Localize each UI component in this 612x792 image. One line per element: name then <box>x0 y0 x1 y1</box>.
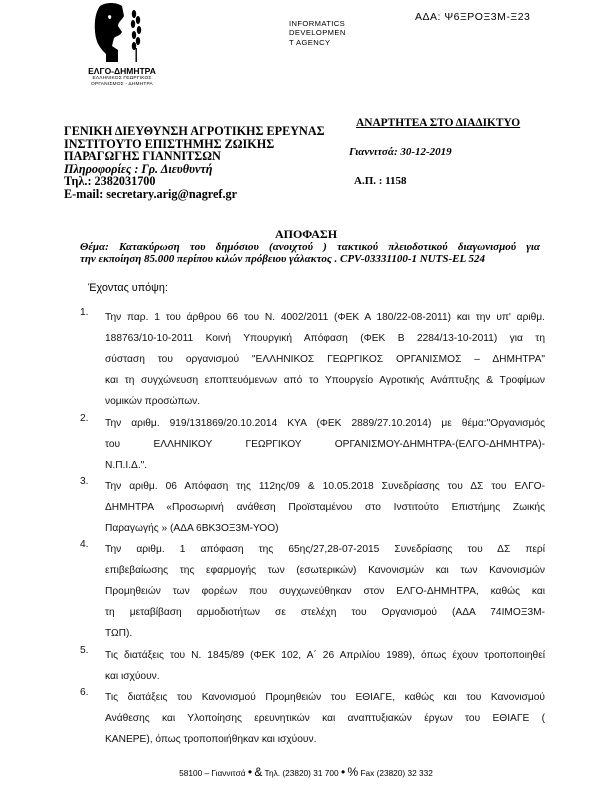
issuer-email: E-mail: secretary.arig@nagref.gr <box>64 186 237 201</box>
list-item-line: νομικών προσώπων. <box>105 396 201 408</box>
list-item-line: ΤΩΠ). <box>105 628 133 640</box>
issuer-info: Πληροφορίες : Γρ. Διευθυντή <box>64 161 213 176</box>
list-item-line: Την αριθμ. 06 Απόφαση της 112ης/09 & 10.05.2018 Συνεδρίασης του ΔΣ του ΕΛΓΟ- <box>105 481 545 492</box>
considering-heading: Έχοντας υπόψη: <box>88 282 168 294</box>
footer-bullet-icon: • <box>247 765 253 779</box>
footer-phone-icon: & <box>254 765 263 779</box>
list-item-line: ΚΑΝΕΡΕ), όπως τροποποιήθηκαν και ισχύουν. <box>105 734 317 746</box>
list-item-line: του ΕΛΛΗΝΙΚΟΥ ΓΕΩΡΓΙΚΟΥ ΟΡΓΑΝΙΣΜΟΥ-ΔΗΜΗΤΡΑ-(ΕΛΓΟ-ΔΗΜΗΤΡΑ)- <box>105 439 545 451</box>
list-item-line: Την αριθμ. 919/131869/20.10.2014 ΚΥΑ (ΦΕΚ 2889/27.10.2014) με θέμα:"Οργανισμός <box>105 418 545 429</box>
list-item-line: Τις διατάξεις του Ν. 1845/89 (ΦΕΚ 102, Α΄ 26 Απριλίου 1989), όπως έχουν τροποποιηθεί <box>105 650 545 661</box>
list-item-text <box>105 687 545 750</box>
logo-subtitle-2: ΟΡΓΑΝΙΣΜΟΣ - ΔΗΜΗΤΡΑ <box>91 82 153 87</box>
subject-block <box>80 242 540 265</box>
protocol-number: Α.Π. : 1158 <box>354 175 407 187</box>
list-item-line: τη μεταβίβαση αρμοδιοτήτων σε στελέχη του Οργανισμού (ΑΔΑ 74ΙΜΟΞ3Μ- <box>105 607 545 619</box>
list-item-number: 6. <box>80 687 89 698</box>
issuer-block <box>64 125 325 201</box>
list-item-number: 5. <box>80 645 89 656</box>
ada-code: ΑΔΑ: Ψ6ΞΡΟΞ3Μ-Ξ23 <box>415 11 531 23</box>
footer-phone: Τηλ. (23820) 31 700 <box>264 768 339 778</box>
informatics-agency-stamp <box>289 19 346 47</box>
list-item-text <box>105 476 545 539</box>
subject-line-1: Θέμα: Κατακύρωση του δημόσιου (ανοιχτού ) τακτικού πλειοδοτικού διαγωνισμού για <box>80 241 540 253</box>
list-item-line: και τη συγχώνευση εποπτευόμενων από το Υπουργείο Αγροτικής Ανάπτυξης & Τροφίμων <box>105 375 545 387</box>
list-item-line: σύσταση του οργανισμού "ΕΛΛΗΝΙΚΟΣ ΓΕΩΡΓΙΚΟΣ ΟΡΓΑΝΙΣΜΟΣ – ΔΗΜΗΤΡΑ" <box>105 354 545 366</box>
list-item-line: Παραγωγής » (ΑΔΑ 6ΒΚ3ΟΞ3Μ-ΥΟΟ) <box>105 523 279 535</box>
issuer-line-2: ΙΝΣΤΙΤΟΥΤΟ ΕΠΙΣΤΗΜΗΣ ΖΩΙΚΗΣ <box>64 136 275 151</box>
logo-subtitle-1: ΕΛΛΗΝΙΚΟΣ ΓΕΩΡΓΙΚΟΣ <box>92 76 152 81</box>
list-item-line: Προμηθειών των φορέων που συγχωνεύθηκαν στον ΕΛΓΟ-ΔΗΜΗΤΡΑ, καθώς και <box>105 586 545 598</box>
list-item-line: Την αριθμ. 1 απόφαση της 65ης/27,28-07-2015 Συνεδρίασης του ΔΣ περί <box>105 544 545 555</box>
list-item-number: 2. <box>80 413 89 424</box>
list-item-number: 4. <box>80 539 89 550</box>
document-date: Γιαννιτσά: 30-12-2019 <box>349 146 452 158</box>
list-item-line: ΔΗΜΗΤΡΑ «Προσωρινή ανάθεση Προϊσταμένου στο Ινστιτούτο Επιστήμης Ζωικής <box>105 502 545 514</box>
list-item-text <box>105 645 545 687</box>
subject-line-2: την εκποίηση 85.000 περίπου κιλών πρόβειου γάλακτος . CPV-03331100-1 NUTS-EL 524 <box>80 252 486 265</box>
footer-fax-icon: % <box>347 765 359 779</box>
list-item-line: Την παρ. 1 του άρθρου 66 του Ν. 4002/2011 (ΦΕΚ Α 180/22-08-2011) και την υπ' αριθμ. <box>105 312 545 323</box>
list-item-line: 188763/10-10-2011 Κοινή Υπουργική Απόφαση (ΦΕΚ Β 2284/13-10-2011) για τη <box>105 333 545 345</box>
list-item-text <box>105 413 545 476</box>
issuer-phone: Τηλ.: 2382031700 <box>64 174 156 189</box>
footer-fax: Fax (23820) 32 332 <box>360 768 433 778</box>
document-title: ΑΠΟΦΑΣΗ <box>274 227 338 241</box>
logo-name: ΕΛΓΟ-ΔΗΜΗΤΡΑ <box>88 66 156 76</box>
list-item-text <box>105 539 545 644</box>
list-item-line: Ανάθεσης και Υλοποίησης ερευνητικών και αναπτυξιακών έργων του ΕΘΙΑΓΕ ( <box>105 713 545 725</box>
page-footer <box>0 765 612 779</box>
list-item-line: και ισχύουν. <box>105 671 160 683</box>
list-item-line: Ν.Π.Ι.Δ.". <box>105 460 148 472</box>
posting-notice: ΑΝΑΡΤΗΤΕΑ ΣΤΟ ΔΙΑΔΙΚΤΥΟ <box>356 117 521 129</box>
informatics-line-2: DEVELOPMEN <box>289 28 346 38</box>
issuer-line-3: ΠΑΡΑΓΩΓΗΣ ΓΙΑΝΝΙΤΣΩΝ <box>64 149 221 164</box>
footer-address: 58100 – Γιαννιτσά <box>179 768 246 778</box>
list-item-line: επιβεβαίωσης της εφαρμογής των (εσωτερικών) Κανονισμών και των Κανονισμών <box>105 565 545 577</box>
informatics-line-1: INFORMATICS <box>289 19 346 28</box>
list-item-number: 3. <box>80 476 89 487</box>
footer-bullet-icon: • <box>340 765 346 779</box>
issuer-line-1: ΓΕΝΙΚΗ ΔΙΕΥΘΥΝΣΗ ΑΓΡΟΤΙΚΗΣ ΕΡΕΥΝΑΣ <box>64 124 325 138</box>
list-item-line: Τις διατάξεις του Κανονισμού Προμηθειών του ΕΘΙΑΓΕ, καθώς και του Κανονισμού <box>105 692 545 703</box>
list-item-number: 1. <box>80 307 89 318</box>
informatics-line-3: T AGENCY <box>289 37 331 47</box>
list-item-text <box>105 307 545 412</box>
